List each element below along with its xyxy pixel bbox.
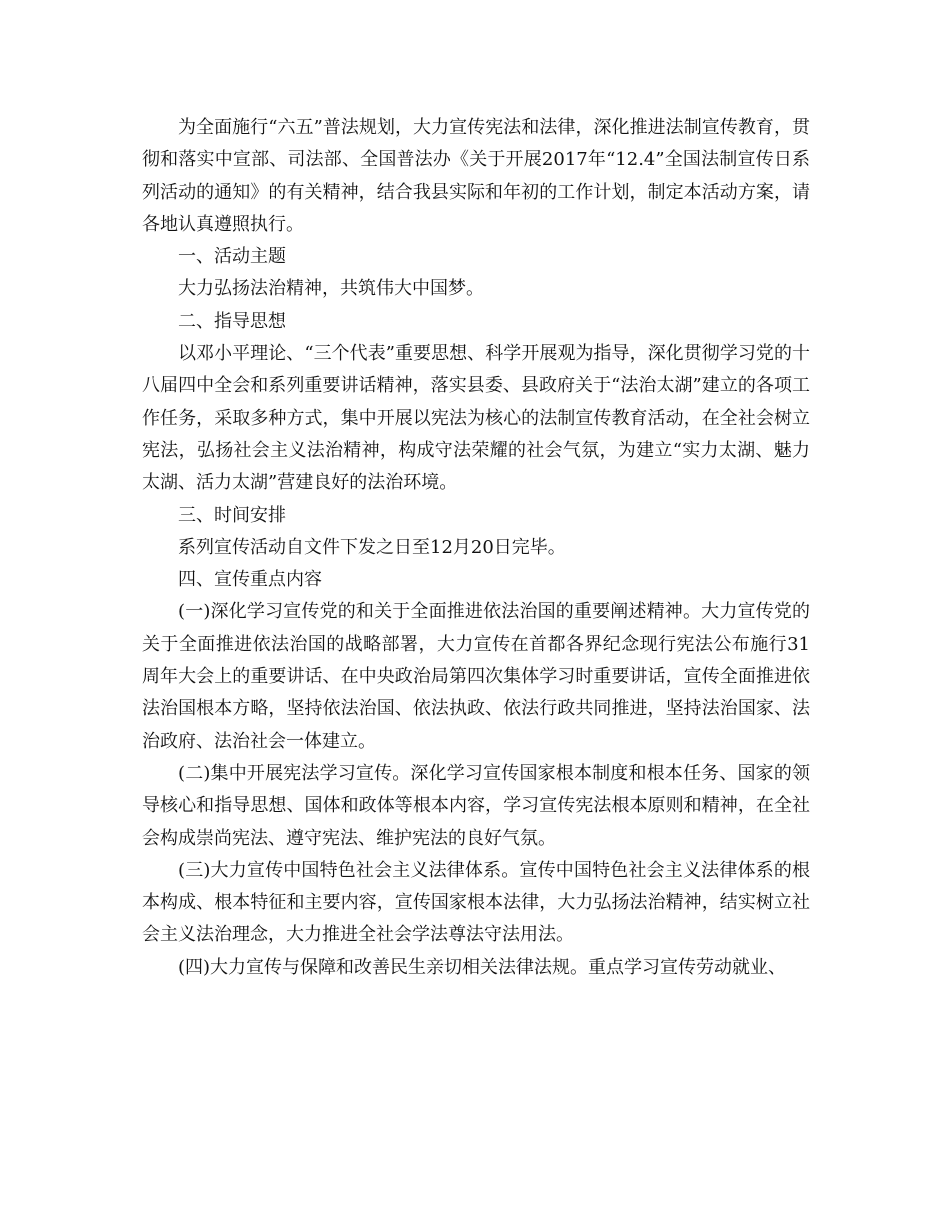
key-content-item-4: (四)大力宣传与保障和改善民生亲切相关法律法规。重点学习宣传劳动就业、 [178, 956, 787, 978]
section-heading-guiding-thought: 二、指导思想 [178, 310, 286, 332]
section-heading-schedule: 三、时间安排 [178, 504, 286, 526]
key-content-item-2: (二)集中开展宪法学习宣传。深化学习宣传国家根本制度和根本任务、国家的领导核心和指导思想、国体和政体等根本内容，学习宣传宪法根本原则和精神，在全社会构成崇尚宪法、遵守宪法、维护宪法的良好气氛。 [142, 762, 810, 849]
section-heading-key-content: 四、宣传重点内容 [178, 569, 322, 591]
theme-paragraph: 大力弘扬法治精神，共筑伟大中国梦。 [178, 278, 484, 300]
key-content-item-3: (三)大力宣传中国特色社会主义法律体系。宣传中国特色社会主义法律体系的根本构成、根本特征和主要内容，宣传国家根本法律，大力弘扬法治精神，结实树立社会主义法治理念，大力推进全社会学法尊法守法用法。 [142, 859, 810, 946]
section-heading-theme: 一、活动主题 [178, 246, 286, 268]
guiding-thought-paragraph: 以邓小平理论、“三个代表”重要思想、科学开展观为指导，深化贯彻学习党的十八届四中全会和系列重要讲话精神，落实县委、县政府关于“法治太湖”建立的各项工作任务，采取多种方式，集中开展以宪法为核心的法制宣传教育活动，在全社会树立宪法，弘扬社会主义法治精神，构成守法荣耀的社会气氛，为建立“实力太湖、魅力太湖、活力太湖”营建良好的法治环境。 [142, 343, 810, 494]
intro-paragraph: 为全面施行“六五”普法规划，大力宣传宪法和法律，深化推进法制宣传教育，贯彻和落实中宣部、司法部、全国普法办《关于开展2017年“12.4”全国法制宣传日系列活动的通知》的有关精神，结合我县实际和年初的工作计划，制定本活动方案，请各地认真遵照执行。 [142, 117, 810, 235]
key-content-item-1: (一)深化学习宣传党的和关于全面推进依法治国的重要阐述精神。大力宣传党的关于全面推进依法治国的战略部署，大力宣传在首都各界纪念现行宪法公布施行31周年大会上的重要讲话、在中央政治局第四次集体学习时重要讲话，宣传全面推进依法治国根本方略，坚持依法治国、依法执政、依法行政共同推进，坚持法治国家、法治政府、法治社会一体建立。 [142, 601, 810, 752]
schedule-paragraph: 系列宣传活动自文件下发之日至12月20日完毕。 [178, 536, 566, 558]
document-body [142, 112, 810, 984]
